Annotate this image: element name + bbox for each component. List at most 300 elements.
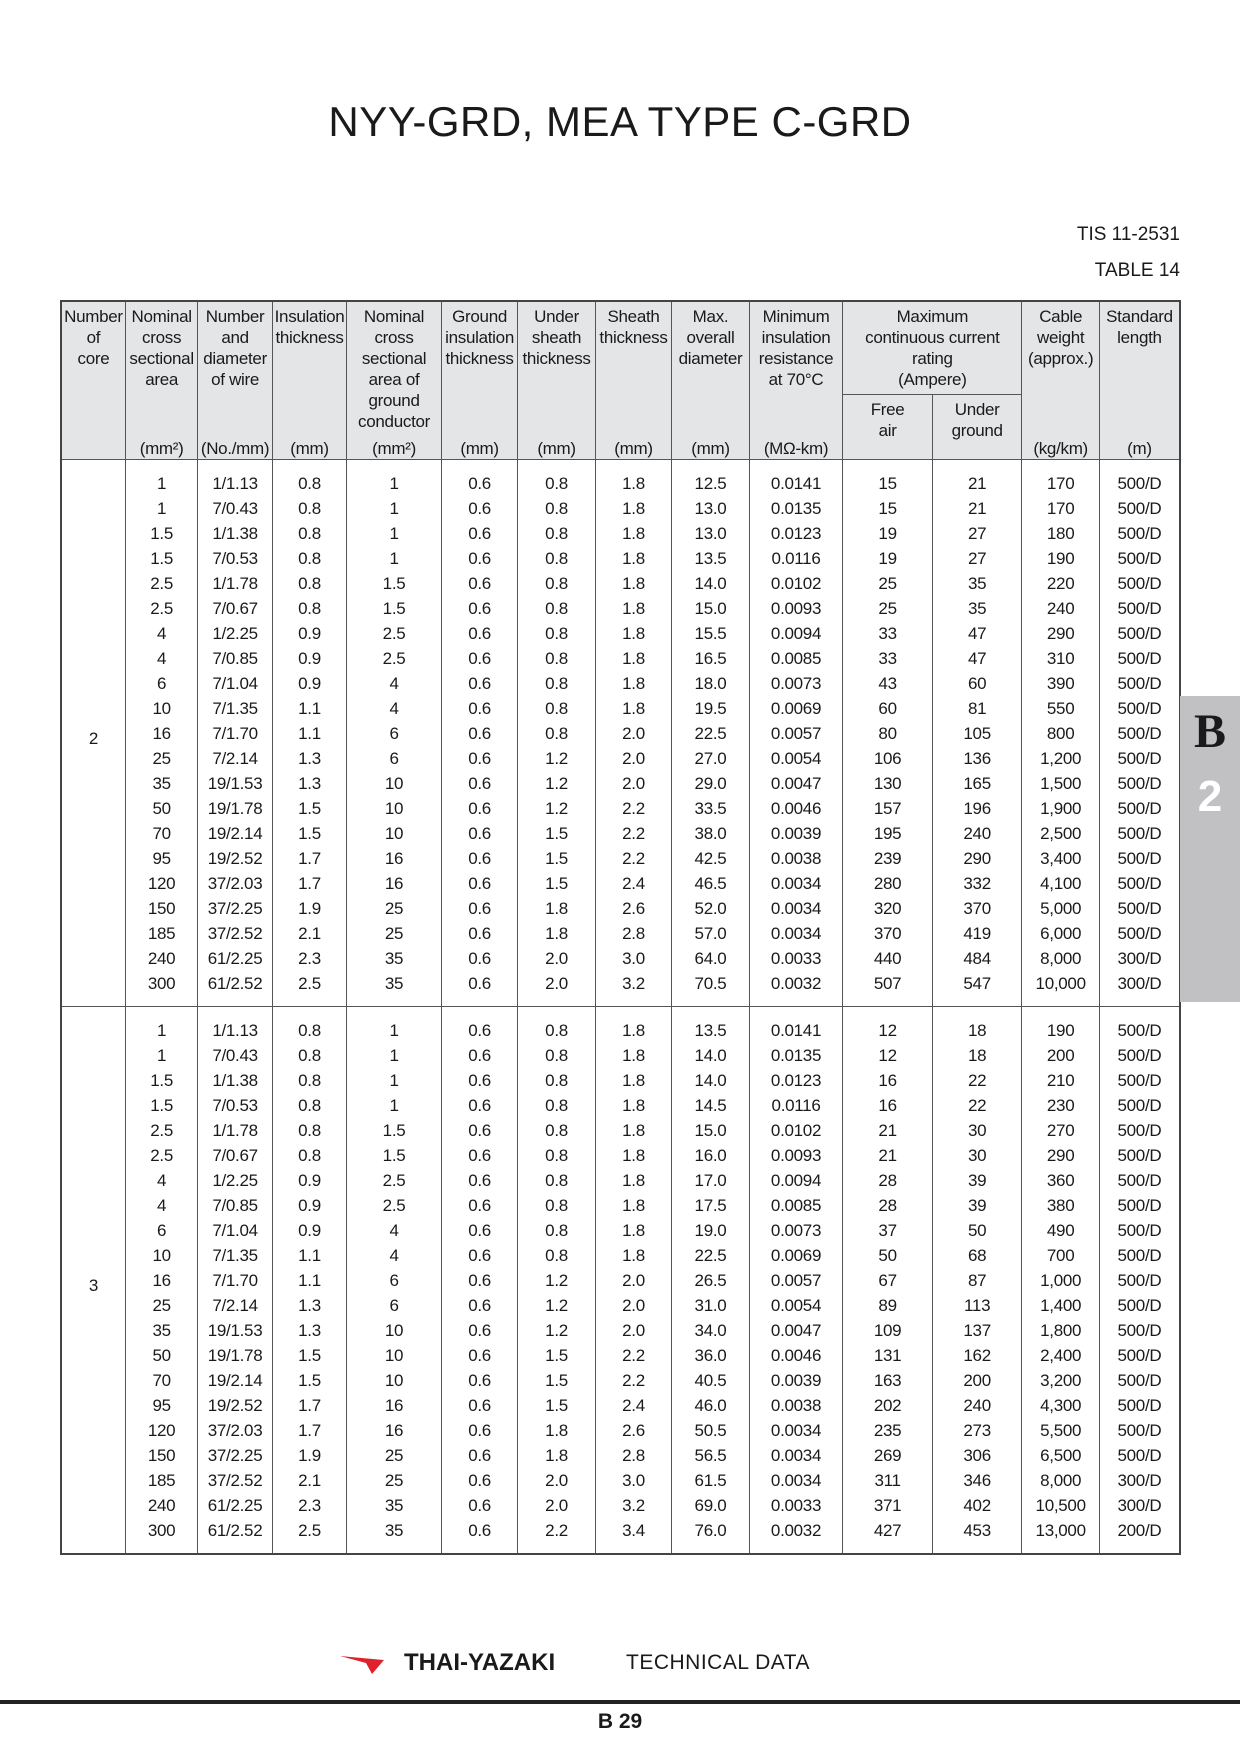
table-cell: 500/D	[1099, 496, 1180, 521]
table-row	[61, 971, 1180, 1007]
table-cell: 240	[125, 946, 197, 971]
core-group-2	[61, 460, 1180, 1007]
table-cell: 0.6	[441, 1468, 517, 1493]
table-cell: 0.0085	[749, 646, 843, 671]
table-row	[61, 896, 1180, 921]
table-cell: 270	[1022, 1118, 1099, 1143]
table-cell: 196	[932, 796, 1022, 821]
table-cell: 7/0.53	[198, 1093, 272, 1118]
table-cell: 0.8	[272, 521, 346, 546]
header-line: resistance	[758, 349, 834, 368]
table-cell: 109	[843, 1318, 933, 1343]
table-row	[61, 1168, 1180, 1193]
table-cell: 1	[347, 1043, 442, 1068]
table-cell: 68	[932, 1243, 1022, 1268]
table-cell: 0.8	[518, 460, 595, 497]
table-cell: 4	[125, 621, 197, 646]
table-cell: 0.8	[272, 546, 346, 571]
table-cell: 10	[347, 821, 442, 846]
table-cell: 0.0116	[749, 546, 843, 571]
table-cell: 0.8	[518, 496, 595, 521]
table-cell: 70	[125, 1368, 197, 1393]
table-cell: 1.8	[595, 460, 671, 497]
table-cell: 12	[843, 1007, 933, 1044]
table-cell: 0.0093	[749, 1143, 843, 1168]
table-cell: 0.0069	[749, 1243, 843, 1268]
table-cell: 10,000	[1022, 971, 1099, 1007]
table-row	[61, 1443, 1180, 1468]
table-cell: 500/D	[1099, 1318, 1180, 1343]
table-cell: 2.0	[595, 721, 671, 746]
table-cell: 2.0	[518, 1468, 595, 1493]
core-group-3	[61, 1007, 1180, 1555]
table-cell: 2.2	[595, 821, 671, 846]
table-cell: 1.7	[272, 846, 346, 871]
table-cell: 500/D	[1099, 596, 1180, 621]
table-cell: 4	[125, 1193, 197, 1218]
table-cell: 500/D	[1099, 1243, 1180, 1268]
table-cell: 35	[125, 771, 197, 796]
table-cell: 35	[932, 596, 1022, 621]
table-cell: 6	[347, 1268, 442, 1293]
section-side-tab	[1180, 696, 1240, 1002]
table-cell: 50.5	[672, 1418, 749, 1443]
table-cell: 0.0038	[749, 846, 843, 871]
core-count-cell: 2	[61, 460, 125, 1007]
table-cell: 2.2	[595, 796, 671, 821]
header-free-air	[843, 395, 933, 460]
table-cell: 0.6	[441, 1093, 517, 1118]
table-cell: 35	[347, 1493, 442, 1518]
table-cell: 0.8	[518, 1168, 595, 1193]
table-cell: 3.2	[595, 971, 671, 1007]
table-cell: 500/D	[1099, 1368, 1180, 1393]
table-cell: 0.0034	[749, 1418, 843, 1443]
header-under-sheath-thickness	[518, 301, 595, 460]
table-cell: 37/2.25	[198, 1443, 272, 1468]
header-unit: (kg/km)	[1033, 439, 1088, 458]
table-cell: 2.0	[595, 771, 671, 796]
table-cell: 7/0.67	[198, 1143, 272, 1168]
table-cell: 1.9	[272, 896, 346, 921]
table-cell: 0.6	[441, 1007, 517, 1044]
table-cell: 25	[125, 746, 197, 771]
table-cell: 25	[843, 596, 933, 621]
table-cell: 500/D	[1099, 1443, 1180, 1468]
table-row	[61, 946, 1180, 971]
table-row	[61, 796, 1180, 821]
table-cell: 500/D	[1099, 1143, 1180, 1168]
table-cell: 440	[843, 946, 933, 971]
table-cell: 0.8	[518, 1068, 595, 1093]
table-cell: 1/2.25	[198, 621, 272, 646]
table-row	[61, 721, 1180, 746]
table-cell: 61/2.52	[198, 1518, 272, 1554]
table-cell: 47	[932, 621, 1022, 646]
table-cell: 5,500	[1022, 1418, 1099, 1443]
table-cell: 1.2	[518, 746, 595, 771]
table-row	[61, 1343, 1180, 1368]
table-cell: 0.8	[272, 1043, 346, 1068]
table-cell: 70.5	[672, 971, 749, 1007]
header-line: weight	[1036, 328, 1085, 347]
table-cell: 150	[125, 1443, 197, 1468]
table-cell: 16	[347, 1418, 442, 1443]
table-cell: 0.6	[441, 546, 517, 571]
table-cell: 2.5	[272, 1518, 346, 1554]
table-cell: 1.5	[518, 1343, 595, 1368]
table-cell: 81	[932, 696, 1022, 721]
table-cell: 1.8	[595, 1118, 671, 1143]
table-row	[61, 746, 1180, 771]
table-cell: 310	[1022, 646, 1099, 671]
table-cell: 1	[347, 460, 442, 497]
table-cell: 500/D	[1099, 1268, 1180, 1293]
table-cell: 2.4	[595, 871, 671, 896]
table-cell: 37	[843, 1218, 933, 1243]
table-cell: 230	[1022, 1093, 1099, 1118]
table-cell: 0.8	[518, 1043, 595, 1068]
table-cell: 6	[347, 721, 442, 746]
table-cell: 1.8	[595, 496, 671, 521]
table-cell: 131	[843, 1343, 933, 1368]
page-title: NYY-GRD, MEA TYPE C-GRD	[328, 98, 912, 145]
table-cell: 1.8	[595, 1043, 671, 1068]
header-nominal-cross-section	[125, 301, 197, 460]
table-cell: 1,200	[1022, 746, 1099, 771]
table-cell: 38.0	[672, 821, 749, 846]
table-cell: 95	[125, 846, 197, 871]
table-cell: 2.6	[595, 896, 671, 921]
table-cell: 50	[125, 796, 197, 821]
table-cell: 290	[1022, 1143, 1099, 1168]
table-cell: 0.6	[441, 846, 517, 871]
table-cell: 16	[125, 721, 197, 746]
header-standard-length	[1099, 301, 1180, 460]
table-cell: 0.8	[518, 1007, 595, 1044]
header-line: Insulation	[274, 307, 345, 326]
table-row	[61, 671, 1180, 696]
table-cell: 190	[1022, 1007, 1099, 1044]
table-cell: 19/1.78	[198, 1343, 272, 1368]
table-cell: 0.8	[518, 646, 595, 671]
table-cell: 15.0	[672, 1118, 749, 1143]
header-line: Number	[205, 307, 265, 326]
table-cell: 7/1.70	[198, 1268, 272, 1293]
table-cell: 500/D	[1099, 1343, 1180, 1368]
table-cell: 7/2.14	[198, 746, 272, 771]
table-cell: 16	[347, 871, 442, 896]
table-cell: 1	[347, 1093, 442, 1118]
table-cell: 2.0	[595, 746, 671, 771]
table-cell: 500/D	[1099, 871, 1180, 896]
table-cell: 1.8	[595, 596, 671, 621]
table-row	[61, 1118, 1180, 1143]
table-cell: 0.0094	[749, 1168, 843, 1193]
table-cell: 1.2	[518, 796, 595, 821]
table-cell: 0.0135	[749, 496, 843, 521]
table-cell: 1/2.25	[198, 1168, 272, 1193]
table-cell: 15.0	[672, 596, 749, 621]
header-line: Max.	[692, 307, 729, 326]
table-cell: 0.6	[441, 1143, 517, 1168]
table-cell: 10,500	[1022, 1493, 1099, 1518]
table-cell: 0.6	[441, 621, 517, 646]
header-line: (Ampere)	[898, 370, 967, 389]
table-cell: 0.6	[441, 721, 517, 746]
cable-spec-table	[60, 300, 1181, 1555]
table-cell: 0.0034	[749, 871, 843, 896]
table-row	[61, 846, 1180, 871]
table-cell: 61/2.25	[198, 946, 272, 971]
table-cell: 2.2	[518, 1518, 595, 1554]
table-cell: 0.0039	[749, 821, 843, 846]
header-line: air	[878, 421, 897, 441]
table-cell: 7/0.53	[198, 546, 272, 571]
header-line: of	[86, 328, 101, 347]
table-cell: 240	[1022, 596, 1099, 621]
table-cell: 0.6	[441, 1068, 517, 1093]
table-cell: 10	[347, 796, 442, 821]
table-cell: 507	[843, 971, 933, 1007]
table-cell: 1.5	[518, 846, 595, 871]
table-cell: 7/1.04	[198, 1218, 272, 1243]
table-cell: 500/D	[1099, 1193, 1180, 1218]
table-cell: 7/0.43	[198, 496, 272, 521]
table-cell: 69.0	[672, 1493, 749, 1518]
table-cell: 0.0123	[749, 521, 843, 546]
table-cell: 1	[347, 546, 442, 571]
table-cell: 43	[843, 671, 933, 696]
table-cell: 0.0102	[749, 571, 843, 596]
table-cell: 4,100	[1022, 871, 1099, 896]
table-header	[61, 301, 1180, 460]
table-cell: 240	[932, 821, 1022, 846]
table-cell: 1	[347, 1068, 442, 1093]
table-cell: 2.2	[595, 1343, 671, 1368]
table-cell: 1.5	[272, 821, 346, 846]
table-cell: 1.5	[272, 796, 346, 821]
table-row	[61, 1143, 1180, 1168]
table-cell: 16	[347, 1393, 442, 1418]
table-cell: 25	[347, 1468, 442, 1493]
table-cell: 18.0	[672, 671, 749, 696]
table-cell: 0.6	[441, 496, 517, 521]
header-unit: (No./mm)	[200, 439, 270, 458]
table-cell: 0.8	[272, 496, 346, 521]
table-cell: 0.8	[518, 671, 595, 696]
table-cell: 0.8	[272, 596, 346, 621]
brand-name: THAI-YAZAKI	[404, 1649, 556, 1676]
table-cell: 500/D	[1099, 796, 1180, 821]
table-row	[61, 646, 1180, 671]
table-cell: 547	[932, 971, 1022, 1007]
header-line: Maximum	[896, 307, 969, 326]
table-row	[61, 1043, 1180, 1068]
table-cell: 360	[1022, 1168, 1099, 1193]
table-cell: 1.2	[518, 771, 595, 796]
table-cell: 300/D	[1099, 1493, 1180, 1518]
table-cell: 2.5	[125, 1118, 197, 1143]
header-under-ground	[932, 395, 1022, 460]
side-tab-letter: B	[1193, 705, 1226, 758]
table-cell: 46.5	[672, 871, 749, 896]
header-line: core	[77, 349, 110, 368]
table-cell: 200	[932, 1368, 1022, 1393]
table-cell: 37/2.03	[198, 1418, 272, 1443]
table-cell: 0.0135	[749, 1043, 843, 1068]
table-cell: 17.0	[672, 1168, 749, 1193]
table-cell: 0.9	[272, 646, 346, 671]
table-cell: 4	[347, 1243, 442, 1268]
table-cell: 0.8	[518, 521, 595, 546]
table-cell: 1.3	[272, 1318, 346, 1343]
table-cell: 2.8	[595, 1443, 671, 1468]
table-cell: 1,800	[1022, 1318, 1099, 1343]
table-cell: 210	[1022, 1068, 1099, 1093]
table-cell: 1	[347, 521, 442, 546]
table-cell: 0.6	[441, 871, 517, 896]
table-cell: 6	[347, 746, 442, 771]
table-cell: 1	[125, 496, 197, 521]
table-cell: 0.0123	[749, 1068, 843, 1093]
table-cell: 2.2	[595, 1368, 671, 1393]
table-cell: 27	[932, 521, 1022, 546]
table-cell: 700	[1022, 1243, 1099, 1268]
table-cell: 300/D	[1099, 946, 1180, 971]
table-cell: 1/1.78	[198, 571, 272, 596]
table-cell: 0.0073	[749, 671, 843, 696]
table-cell: 22.5	[672, 1243, 749, 1268]
table-cell: 2.6	[595, 1418, 671, 1443]
table-cell: 22	[932, 1068, 1022, 1093]
header-unit: (mm)	[290, 439, 329, 458]
table-cell: 185	[125, 921, 197, 946]
table-cell: 0.6	[441, 1243, 517, 1268]
table-cell: 300	[125, 1518, 197, 1554]
table-cell: 1.5	[272, 1343, 346, 1368]
table-cell: 500/D	[1099, 721, 1180, 746]
table-cell: 1.8	[518, 1443, 595, 1468]
thai-yazaki-logo-icon	[340, 1654, 384, 1676]
table-cell: 8,000	[1022, 1468, 1099, 1493]
table-cell: 7/1.70	[198, 721, 272, 746]
table-cell: 1.8	[595, 521, 671, 546]
table-cell: 2.8	[595, 921, 671, 946]
table-cell: 0.0034	[749, 921, 843, 946]
table-cell: 500/D	[1099, 1093, 1180, 1118]
header-line: continuous current	[865, 328, 1000, 347]
table-cell: 1	[125, 460, 197, 497]
table-cell: 1.5	[125, 1093, 197, 1118]
table-cell: 1.8	[518, 921, 595, 946]
table-cell: 0.0032	[749, 1518, 843, 1554]
table-cell: 26.5	[672, 1268, 749, 1293]
table-cell: 1.1	[272, 1243, 346, 1268]
header-line: Nominal	[363, 307, 425, 326]
table-cell: 19.5	[672, 696, 749, 721]
table-cell: 0.0034	[749, 896, 843, 921]
header-line: insulation	[445, 328, 514, 347]
table-cell: 1/1.13	[198, 460, 272, 497]
table-cell: 0.0073	[749, 1218, 843, 1243]
table-cell: 1.8	[595, 1218, 671, 1243]
table-cell: 16	[843, 1093, 933, 1118]
table-cell: 52.0	[672, 896, 749, 921]
table-cell: 500/D	[1099, 1293, 1180, 1318]
table-cell: 1.8	[518, 1418, 595, 1443]
table-cell: 6	[347, 1293, 442, 1318]
table-cell: 1	[347, 1007, 442, 1044]
table-cell: 0.6	[441, 696, 517, 721]
table-cell: 1.8	[595, 571, 671, 596]
table-cell: 0.8	[518, 571, 595, 596]
table-cell: 3,400	[1022, 846, 1099, 871]
header-line: Under	[954, 400, 1000, 420]
table-cell: 0.0034	[749, 1443, 843, 1468]
table-cell: 17.5	[672, 1193, 749, 1218]
table-cell: 370	[932, 896, 1022, 921]
header-line: Nominal	[131, 307, 192, 326]
table-cell: 76.0	[672, 1518, 749, 1554]
table-cell: 27	[932, 546, 1022, 571]
header-line: rating	[911, 349, 953, 368]
table-cell: 0.8	[518, 1143, 595, 1168]
table-cell: 36.0	[672, 1343, 749, 1368]
header-unit: (mm)	[460, 439, 499, 458]
table-cell: 4	[125, 1168, 197, 1193]
table-cell: 21	[843, 1118, 933, 1143]
table-cell: 0.6	[441, 796, 517, 821]
table-cell: 390	[1022, 671, 1099, 696]
table-cell: 15.5	[672, 621, 749, 646]
table-cell: 500/D	[1099, 821, 1180, 846]
table-cell: 56.5	[672, 1443, 749, 1468]
table-row	[61, 1418, 1180, 1443]
table-cell: 0.8	[272, 1093, 346, 1118]
table-row	[61, 1268, 1180, 1293]
table-cell: 0.8	[518, 1193, 595, 1218]
table-cell: 21	[932, 460, 1022, 497]
table-row	[61, 771, 1180, 796]
table-cell: 39	[932, 1193, 1022, 1218]
table-cell: 13.0	[672, 521, 749, 546]
table-cell: 7/1.04	[198, 671, 272, 696]
table-cell: 200	[1022, 1043, 1099, 1068]
table-cell: 500/D	[1099, 846, 1180, 871]
table-cell: 22.5	[672, 721, 749, 746]
table-cell: 500/D	[1099, 546, 1180, 571]
table-cell: 500/D	[1099, 621, 1180, 646]
table-cell: 1.8	[595, 1143, 671, 1168]
table-cell: 57.0	[672, 921, 749, 946]
table-cell: 1,000	[1022, 1268, 1099, 1293]
header-line: Sheath	[607, 307, 660, 326]
table-cell: 0.0141	[749, 1007, 843, 1044]
table-cell: 0.0094	[749, 621, 843, 646]
table-cell: 120	[125, 871, 197, 896]
table-cell: 1	[125, 1007, 197, 1044]
table-cell: 0.0047	[749, 771, 843, 796]
table-cell: 0.6	[441, 971, 517, 1007]
table-cell: 0.6	[441, 596, 517, 621]
table-cell: 150	[125, 896, 197, 921]
table-cell: 1.5	[518, 1368, 595, 1393]
table-cell: 0.8	[272, 1068, 346, 1093]
header-line: ground	[368, 391, 420, 410]
table-cell: 0.6	[441, 1293, 517, 1318]
table-cell: 0.0046	[749, 1343, 843, 1368]
